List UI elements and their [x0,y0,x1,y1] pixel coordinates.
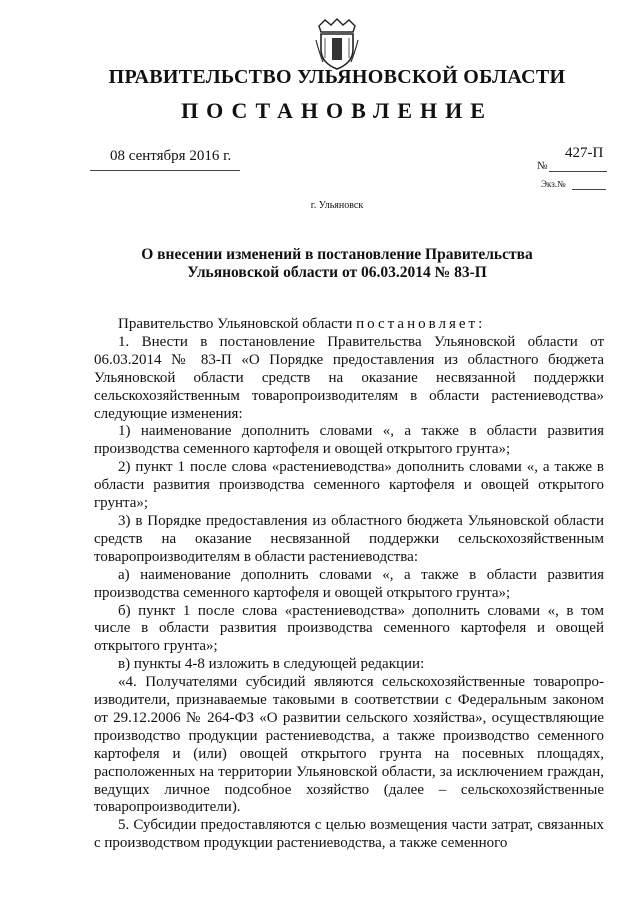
intro-paragraph [94,316,604,334]
coat-of-arms-icon [315,18,359,70]
body-paragraph: б) пункт 1 после слова «растениеводства» дополнить словами «, в том числе в области развития производства семенного картофеля и овощей открытого грунта»; [94,602,604,655]
intro-verb: постановляет: [356,316,486,332]
city-label: г. Ульяновск [310,200,364,211]
body-paragraph: 3) в Порядке предоставления из областного бюджета Ульяновской области средств на оказание несвязанной поддержки сельскохозяйственным товаропроизводителям в области растениеводства: [94,512,604,565]
document-type: ПОСТАНОВЛЕНИЕ [181,98,493,123]
copy-number-label: Экз.№ [541,179,566,189]
date-underline [90,170,240,171]
body-paragraph: 1) наименование дополнить словами «, а также в области развития производства семенного картофеля и овощей открытого грунта»; [94,423,604,458]
body-paragraph: 5. Субсидии предоставляются с целью возмещения части затрат, связанных с производством продукции растениеводства, а также семенного [94,817,604,852]
number-sign: № [537,160,548,172]
document-title [60,246,614,282]
intro-lead: Правительство Ульяновской области [118,316,357,332]
body-paragraph: в) пункты 4-8 изложить в следующей редакции: [118,656,425,673]
document-number: 427-П [565,145,604,161]
body-paragraph: а) наименование дополнить словами «, а также в области развития производства семенного картофеля и овощей открытого грунта»; [94,566,604,601]
title-line: О внесении изменений в постановление Правительства [141,246,533,263]
number-underline [549,171,607,172]
copy-number-underline [572,189,606,190]
body-paragraph: «4. Получателями субсидий являются сельскохозяйственные товаропро-изводители, признаваемые таковыми в соответствии с Федеральным законом от 29.12.2006 № 264-ФЗ «О развитии сельского хозяйства», осуществляющие производство продукции растениеводства, а также производство семенного картофеля и (или) овощей открытого грунта на посевных площадях, расположенных на территории Ульяновской области, за исключением граждан, ведущих личное подсобное хозяйство (далее – сельскохозяйственные товаропроизводители). [94,674,604,816]
title-line: Ульяновской области от 06.03.2014 № 83-П [187,264,487,281]
document-body [94,316,604,853]
body-paragraph: 1. Внести в постановление Правительства Ульяновской области от 06.03.2014 № 83-П «О Порядке предоставления из областного бюджета Ульяновской области средств на оказание несвязанной поддержки сельскохозяйственным товаропроизводителям в области растениеводства» следующие изменения: [94,333,604,422]
document-date: 08 сентября 2016 г. [110,148,232,164]
body-paragraph: 2) пункт 1 после слова «растениеводства» дополнить словами «, а также в области развития производства семенного картофеля и овощей открытого грунта»; [94,459,604,512]
organization-title: ПРАВИТЕЛЬСТВО УЛЬЯНОВСКОЙ ОБЛАСТИ [108,66,566,88]
